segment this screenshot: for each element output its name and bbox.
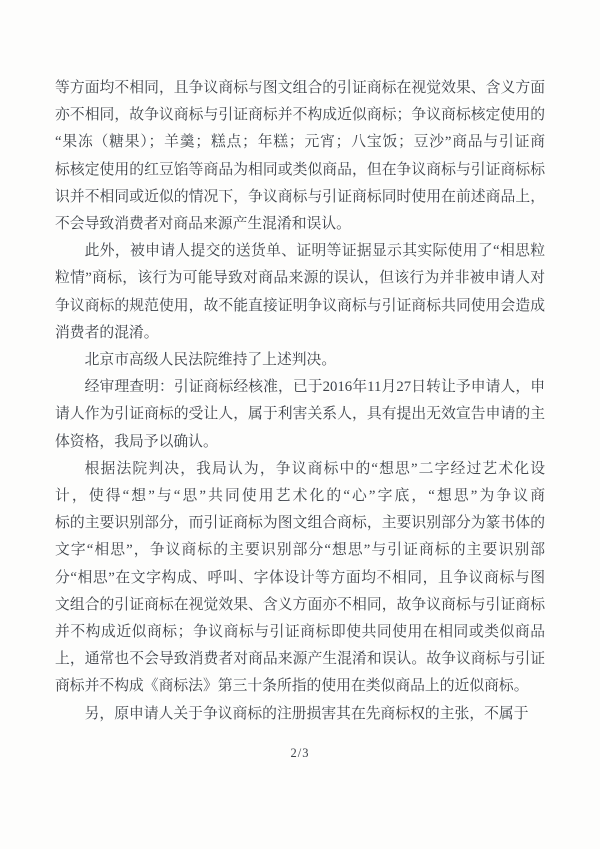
text-line: 经审理查明：引证商标经核准，已于2016年11月27日转让予申请人，申 [84, 379, 545, 396]
text-line: 请人作为引证商标的受让人，属于利害关系人，具有提出无效宣告申请的主 [55, 406, 545, 423]
text-line: “果冻（糖果）；羊羹；糕点；年糕；元宵；八宝饭；豆沙”商品与引证商 [55, 134, 545, 151]
text-line: 体资格，我局予以确认。 [55, 433, 218, 450]
text-line: 等方面均不相同，且争议商标与图文组合的引证商标在视觉效果、含义方面 [55, 80, 545, 96]
text-line: 此外，被申请人提交的送货单、证明等证据显示其实际使用了“相思粒 [84, 243, 545, 260]
text-line: 争议商标的规范使用，故不能直接证明争议商标与引证商标共同使用会造成 [55, 297, 545, 314]
text-line: 亦不相同，故争议商标与引证商标并不构成近似商标；争议商标核定使用的 [55, 107, 545, 124]
document-body [55, 75, 545, 728]
text-line: 根据法院判决，我局认为，争议商标中的“想思”二字经过艺术化设 [84, 460, 545, 477]
text-line: 不会导致消费者对商品来源产生混淆和误认。 [55, 216, 351, 233]
text-line: 消费者的混淆。 [55, 324, 159, 341]
page-number: 2/3 [290, 746, 310, 760]
text-line: 分“相思”在文字构成、呼叫、字体设计等方面均不相同，且争议商标与图 [55, 569, 545, 586]
text-line: 标核定使用的红豆馅等商品为相同或类似商品，但在争议商标与引证商标标 [55, 161, 545, 178]
text-line: 另，原申请人关于争议商标的注册损害其在先商标权的主张，不属于 [84, 705, 529, 722]
text-line: 文组合的引证商标在视觉效果、含义方面亦不相同，故争议商标与引证商标 [55, 596, 545, 613]
text-line: 粒情”商标，该行为可能导致对商品来源的误认，但该行为并非被申请人对 [55, 270, 545, 287]
text-line: 计，使得“想”与“思”共同使用艺术化的“心”字底，“想思”为争议商 [55, 488, 545, 505]
text-line: 识并不相同或近似的情况下，争议商标与引证商标同时使用在前述商品上， [55, 188, 545, 205]
text-line: 并不构成近似商标；争议商标与引证商标即使共同使用在相同或类似商品 [55, 624, 545, 641]
text-line: 商标并不构成《商标法》第三十条所指的使用在类似商品上的近似商标。 [55, 678, 529, 695]
text-line: 标的主要识别部分，而引证商标为图文组合商标，主要识别部分为篆书体的 [55, 515, 545, 532]
text-line: 文字“相思”，争议商标的主要识别部分“想思”与引证商标的主要识别部 [55, 542, 545, 559]
text-line: 上，通常也不会导致消费者对商品来源产生混淆和误认。故争议商标与引证 [55, 651, 545, 668]
text-line: 北京市高级人民法院维持了上述判决。 [84, 352, 337, 369]
